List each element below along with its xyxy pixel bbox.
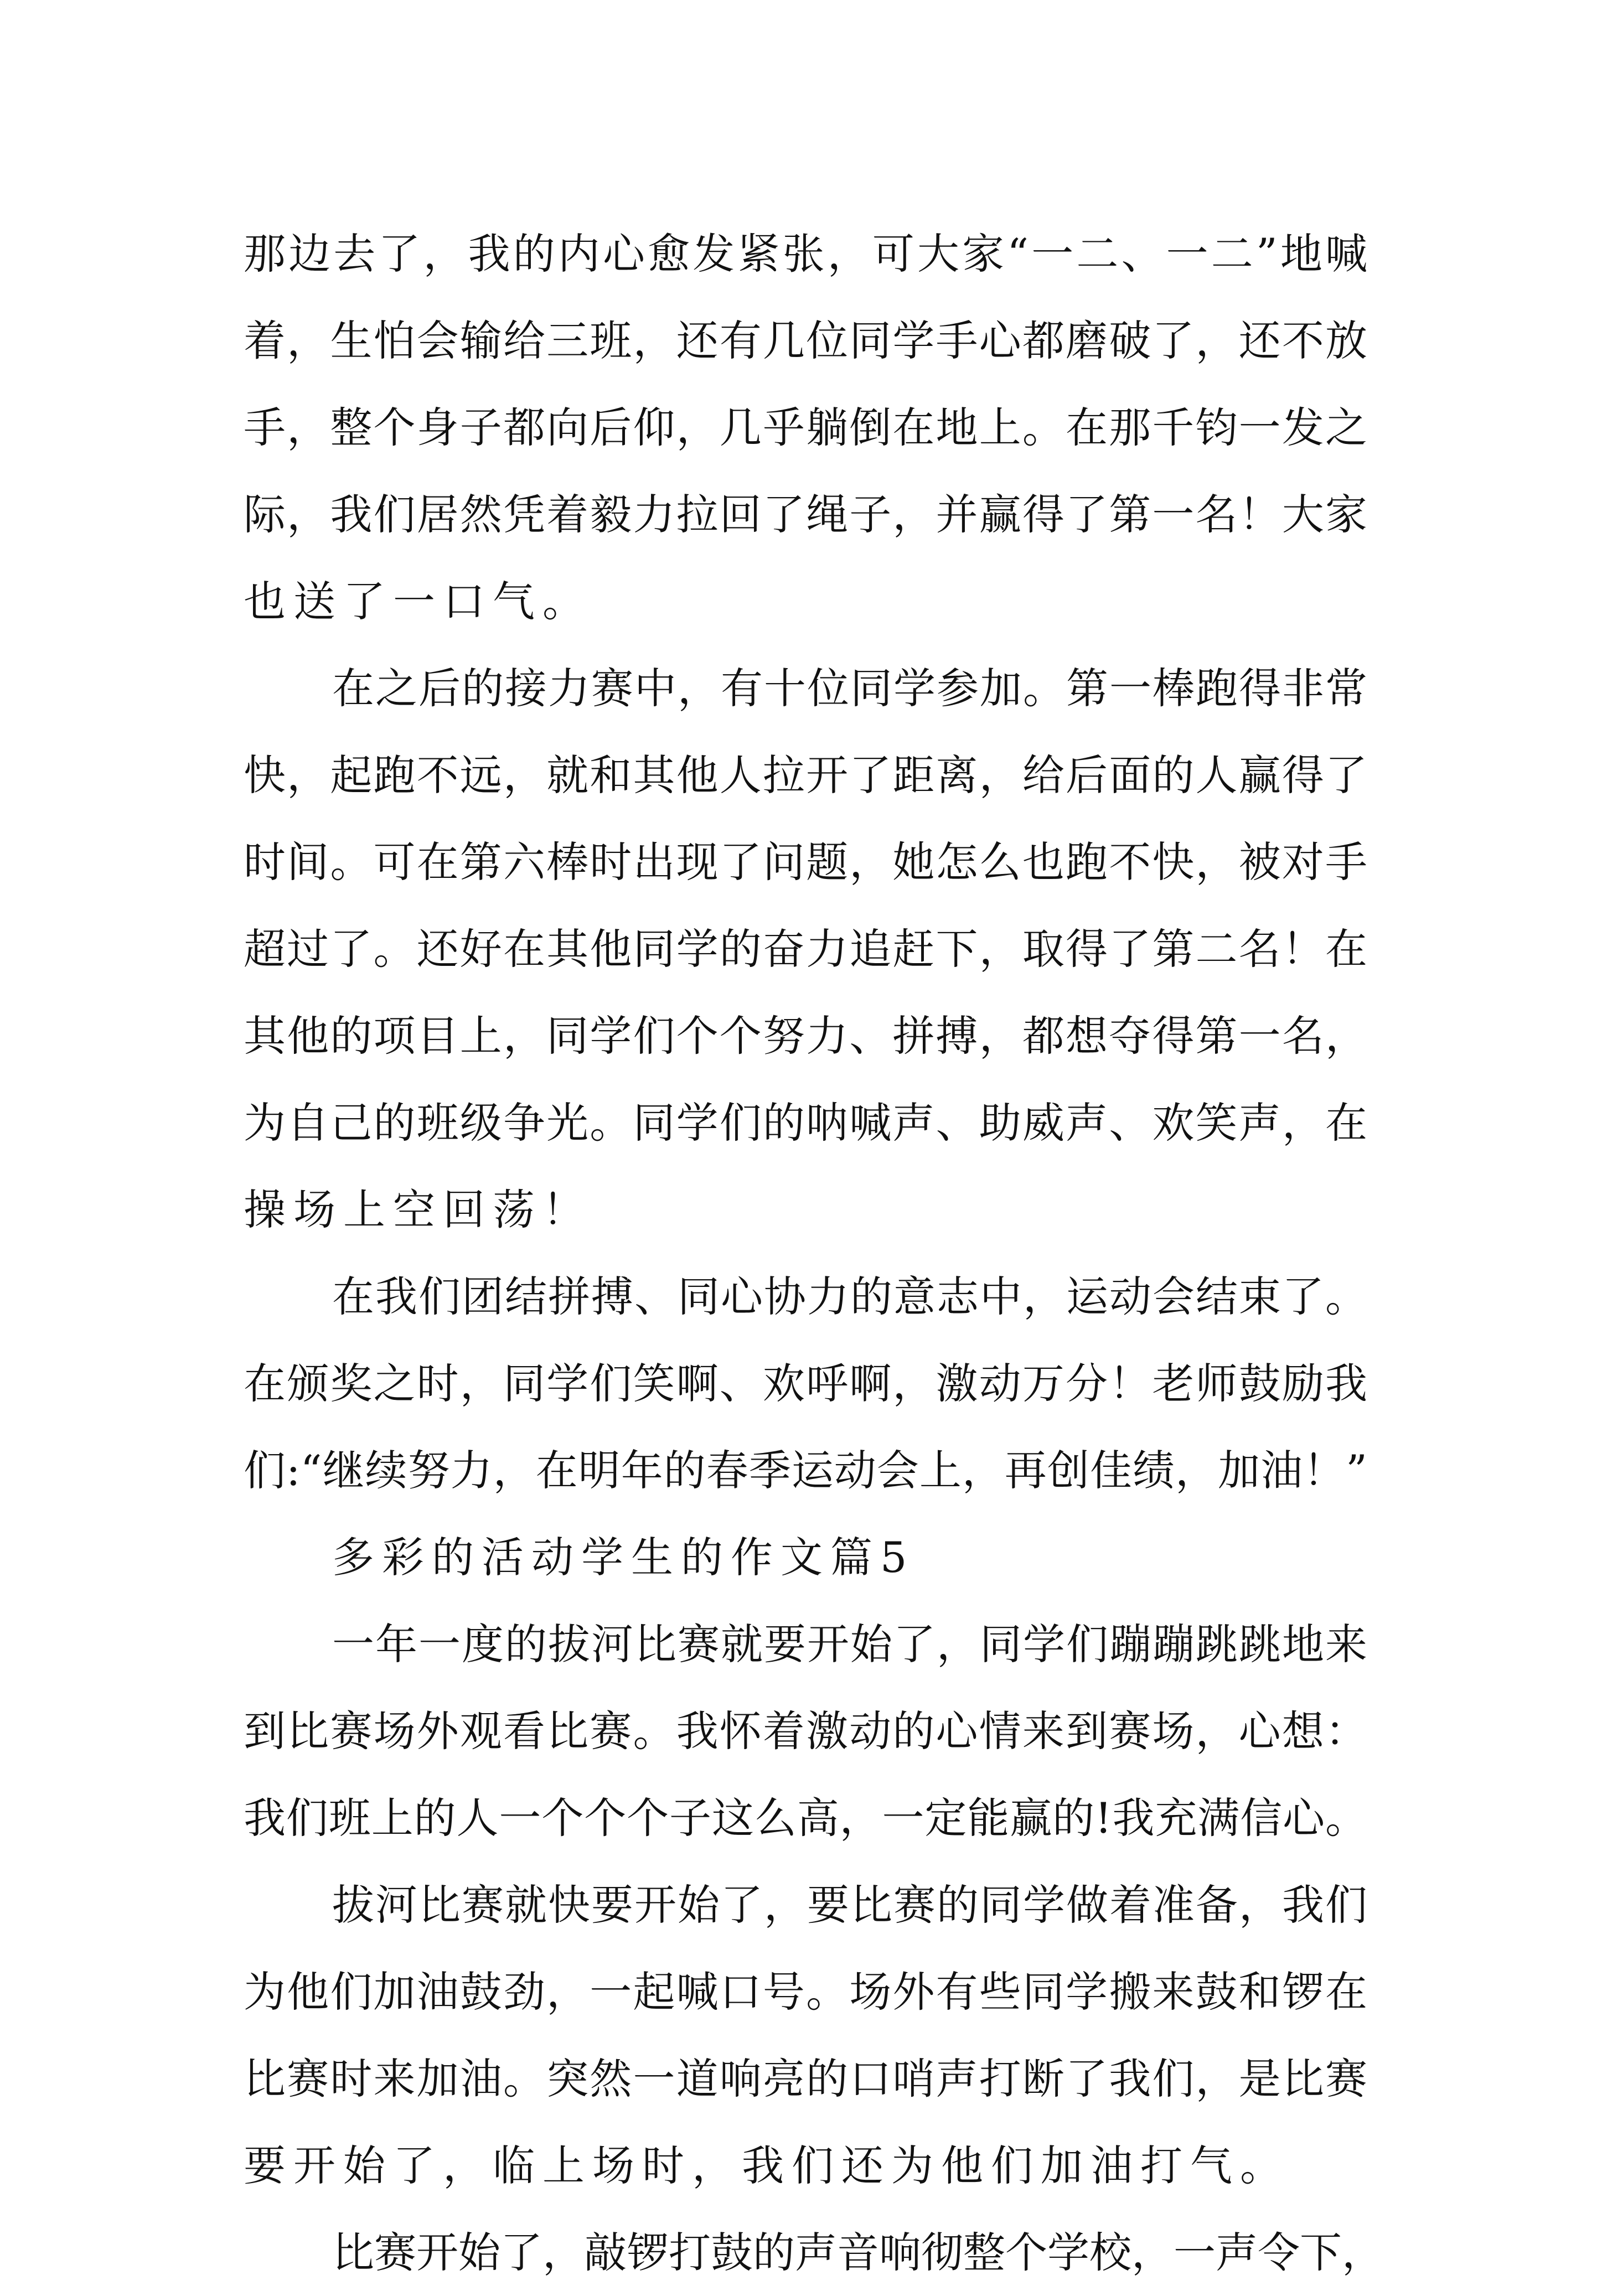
text-line: 们:“继续努力，在明年的春季运动会上，再创佳绩，加油！”: [244, 1446, 1367, 1495]
text-line: 比赛开始了，敲锣打鼓的声音响彻整个学校，一声令下，: [332, 2228, 1384, 2277]
text-line: 着，生怕会输给三班，还有几位同学手心都磨破了，还不放: [244, 316, 1367, 365]
text-line: 在颁奖之时，同学们笑啊、欢呼啊，激动万分！老师鼓励我: [244, 1359, 1367, 1408]
text-line: 在我们团结拼搏、同心协力的意志中，运动会结束了。: [332, 1272, 1367, 1321]
text-line: 超过了。还好在其他同学的奋力追赶下，取得了第二名！在: [244, 924, 1367, 974]
essay-text: [244, 210, 1384, 2296]
text-line: 拔河比赛就快要开始了，要比赛的同学做着准备，我们: [332, 1880, 1367, 1930]
text-line: 手，整个身子都向后仰，几乎躺倒在地上。在那千钧一发之: [244, 403, 1367, 452]
text-line: 我们班上的人一个个个子这么高，一定能赢的!我充满信心。: [244, 1793, 1367, 1843]
text-line: 快，起跑不远，就和其他人拉开了距离，给后面的人赢得了: [244, 751, 1367, 800]
text-line: 一年一度的拔河比赛就要开始了，同学们蹦蹦跳跳地来: [332, 1620, 1367, 1669]
text-line: 在之后的接力赛中，有十位同学参加。第一棒跑得非常: [332, 664, 1367, 713]
text-line: 也送了一口气。: [244, 577, 592, 626]
text-line: 到比赛场外观看比赛。我怀着激动的心情来到赛场，心想：: [244, 1707, 1367, 1756]
text-line: 其他的项目上，同学们个个努力、拼搏，都想夺得第一名，: [244, 1011, 1367, 1061]
text-line: 那边去了，我的内心愈发紧张，可大家“一二、一二”地喊: [244, 229, 1367, 278]
text-line: 际，我们居然凭着毅力拉回了绳子，并赢得了第一名！大家: [244, 490, 1367, 539]
text-line: 操场上空回荡！: [244, 1185, 592, 1234]
text-line: 多彩的活动学生的作文篇5: [332, 1533, 915, 1582]
text-line: 时间。可在第六棒时出现了问题，她怎么也跑不快，被对手: [244, 837, 1367, 887]
text-line: 为自己的班级争光。同学们的呐喊声、助威声、欢笑声，在: [244, 1098, 1367, 1147]
text-line: 比赛时来加油。突然一道响亮的口哨声打断了我们，是比赛: [244, 2054, 1367, 2103]
text-line: 为他们加油鼓劲，一起喊口号。场外有些同学搬来鼓和锣在: [244, 1967, 1367, 2016]
text-line: 要开始了，临上场时，我们还为他们加油打气。: [244, 2141, 1290, 2190]
